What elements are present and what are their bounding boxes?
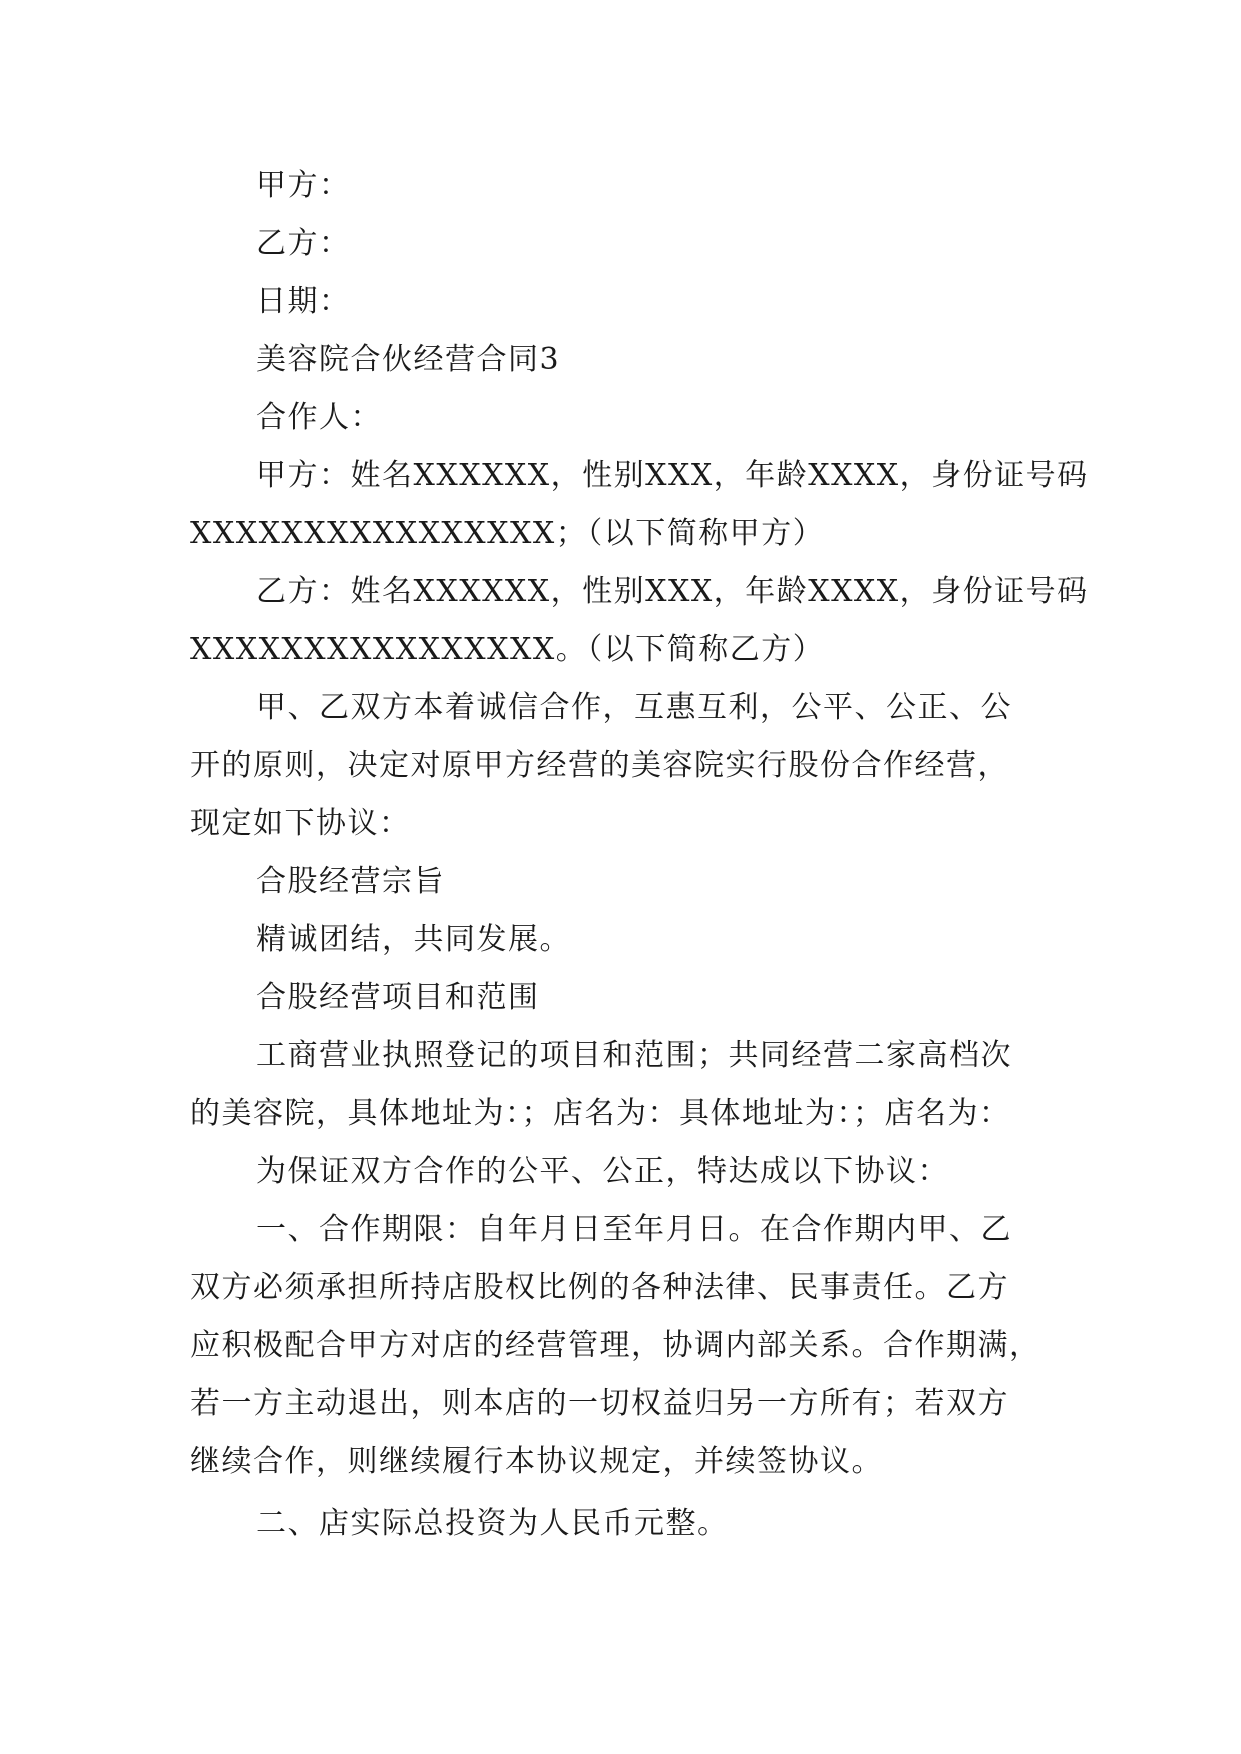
scope-heading: 合股经营项目和范围 xyxy=(256,980,540,1015)
scope-line-2: 的美容院，具体地址为：；店名为：具体地址为：；店名为： xyxy=(190,1096,1011,1131)
purpose-heading: 合股经营宗旨 xyxy=(256,864,445,899)
party-b-info-line-1: 乙方：姓名XXXXXX，性别XXX，年龄XXXX，身份证号码 xyxy=(256,574,1089,609)
purpose-text: 精诚团结，共同发展。 xyxy=(256,922,571,957)
party-b-signature-line: 乙方： xyxy=(256,226,351,261)
intro-line-2: 开的原则，决定对原甲方经营的美容院实行股份合作经营， xyxy=(190,748,1009,783)
date-line: 日期： xyxy=(256,284,351,319)
term-clause-line-1: 一、合作期限：自年月日至年月日。在合作期内甲、乙 xyxy=(256,1212,1012,1247)
term-clause-line-5: 继续合作，则继续履行本协议规定，并续签协议。 xyxy=(190,1444,883,1479)
intro-line-3: 现定如下协议： xyxy=(190,806,411,841)
scope-line-1: 工商营业执照登记的项目和范围；共同经营二家高档次 xyxy=(256,1038,1012,1073)
term-clause-line-2: 双方必须承担所持店股权比例的各种法律、民事责任。乙方 xyxy=(190,1270,1009,1305)
fairness-statement: 为保证双方合作的公平、公正，特达成以下协议： xyxy=(256,1154,949,1189)
party-a-info-line-1: 甲方：姓名XXXXXX，性别XXX，年龄XXXX，身份证号码 xyxy=(256,458,1089,493)
term-clause-line-4: 若一方主动退出，则本店的一切权益归另一方所有；若双方 xyxy=(190,1386,1009,1421)
intro-line-1: 甲、乙双方本着诚信合作，互惠互利，公平、公正、公 xyxy=(256,690,1012,725)
contract-title: 美容院合伙经营合同3 xyxy=(256,342,561,377)
party-b-info-line-2: XXXXXXXXXXXXXXXX。（以下简称乙方） xyxy=(190,632,825,667)
term-clause-line-3: 应积极配合甲方对店的经营管理，协调内部关系。合作期满， xyxy=(190,1328,1041,1363)
investment-clause: 二、店实际总投资为人民币元整。 xyxy=(256,1506,729,1541)
document-body xyxy=(190,157,1089,1553)
party-a-signature-line: 甲方： xyxy=(256,168,351,203)
partners-label: 合作人： xyxy=(256,400,382,435)
party-a-info-line-2: XXXXXXXXXXXXXXXX；（以下简称甲方） xyxy=(190,516,825,551)
